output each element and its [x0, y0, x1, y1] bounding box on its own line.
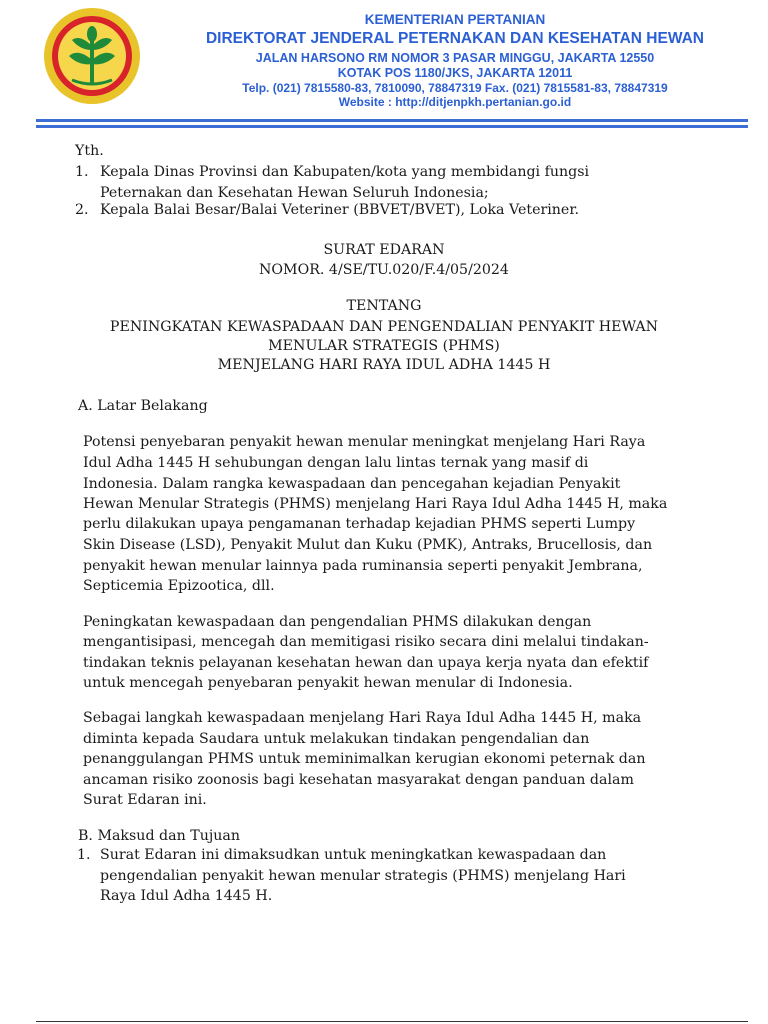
website: Website : http://ditjenpkh.pertanian.go.id	[338, 95, 572, 109]
section-b-heading: B. Maksud dan Tujuan	[78, 828, 240, 844]
subject-line-1: PENINGKATAN KEWASPADAAN DAN PENGENDALIAN PENYAKIT HEWAN	[109, 319, 659, 335]
paragraph-line: Septicemia Epizootica, dll.	[83, 578, 275, 594]
paragraph-line: Idul Adha 1445 H sehubungan dengan lalu lintas ternak yang masif di	[83, 455, 589, 471]
paragraph-line: Potensi penyebaran penyakit hewan menular meningkat menjelang Hari Raya	[83, 434, 646, 450]
recipient-2-line-1: Kepala Balai Besar/Balai Veteriner (BBVET/BVET), Loka Veteriner.	[100, 202, 580, 218]
letter-number: NOMOR. 4/SE/TU.020/F.4/05/2024	[259, 262, 509, 278]
paragraph-line: mengantisipasi, mencegah dan memitigasi risiko secara dini melalui tindakan-	[83, 634, 649, 650]
paragraph-line: Raya Idul Adha 1445 H.	[100, 888, 273, 904]
recipient-2-number: 2.	[75, 202, 89, 218]
recipient-1-line-2: Peternakan dan Kesehatan Hewan Seluruh Indonesia;	[100, 185, 489, 201]
greeting: Yth.	[75, 143, 104, 159]
address-line-1: JALAN HARSONO RM NOMOR 3 PASAR MINGGU, JAKARTA 12550	[255, 51, 655, 65]
page-bottom-edge	[36, 1021, 748, 1022]
ministry-name: KEMENTERIAN PERTANIAN	[364, 12, 546, 27]
paragraph-line: penyakit hewan menular lainnya pada ruminansia seperti penyakit Jembrana,	[83, 558, 643, 574]
paragraph-line: ancaman risiko zoonosis bagi kesehatan masyarakat dengan panduan dalam	[83, 772, 634, 788]
paragraph-line: untuk mencegah penyebaran penyakit hewan menular di Indonesia.	[83, 675, 573, 691]
directorate-name: DIREKTORAT JENDERAL PETERNAKAN DAN KESEHATAN HEWAN	[205, 30, 705, 47]
paragraph-line: Surat Edaran ini.	[83, 792, 207, 808]
paragraph-line: Sebagai langkah kewaspadaan menjelang Hari Raya Idul Adha 1445 H, maka	[83, 710, 642, 726]
letterhead-rule-bottom	[36, 125, 748, 128]
recipient-1-number: 1.	[75, 164, 89, 180]
address-line-2: KOTAK POS 1180/JKS, JAKARTA 12011	[337, 66, 573, 80]
paragraph-line: tindakan teknis pelayanan kesehatan hewan dan upaya kerja nyata dan efektif	[83, 655, 649, 671]
paragraph-line: penanggulangan PHMS untuk meminimalkan kerugian ekonomi peternak dan	[83, 751, 646, 767]
paragraph-line: Skin Disease (LSD), Penyakit Mulut dan Kuku (PMK), Antraks, Brucellosis, dan	[83, 537, 653, 553]
about-label: TENTANG	[346, 298, 422, 314]
paragraph-line: perlu dilakukan upaya pengamanan terhadap kejadian PHMS seperti Lumpy	[83, 516, 636, 532]
paragraph-line: diminta kepada Saudara untuk melakukan tindakan pengendalian dan	[83, 731, 590, 747]
phone-fax: Telp. (021) 7815580-83, 7810090, 78847319 Fax. (021) 7815581-83, 78847319	[242, 81, 668, 95]
paragraph-line: Surat Edaran ini dimaksudkan untuk meningkatkan kewaspadaan dan	[100, 847, 607, 863]
letterhead-rule-top	[36, 119, 748, 122]
letter-type: SURAT EDARAN	[323, 242, 445, 258]
kementan-logo	[42, 6, 142, 106]
paragraph-line: pengendalian penyakit hewan menular strategis (PHMS) menjelang Hari	[100, 868, 626, 884]
recipient-1-line-1: Kepala Dinas Provinsi dan Kabupaten/kota yang membidangi fungsi	[100, 164, 590, 180]
paragraph-line: Indonesia. Dalam rangka kewaspadaan dan pencegahan kejadian Penyakit	[83, 476, 621, 492]
paragraph-line: Hewan Menular Strategis (PHMS) menjelang Hari Raya Idul Adha 1445 H, maka	[83, 496, 668, 512]
subject-line-2: MENULAR STRATEGIS (PHMS)	[268, 338, 500, 354]
subject-line-3: MENJELANG HARI RAYA IDUL ADHA 1445 H	[217, 357, 551, 373]
section-a-heading: A. Latar Belakang	[78, 398, 208, 414]
paragraph-line: Peningkatan kewaspadaan dan pengendalian PHMS dilakukan dengan	[83, 614, 592, 630]
purpose-item-number: 1.	[77, 847, 91, 863]
